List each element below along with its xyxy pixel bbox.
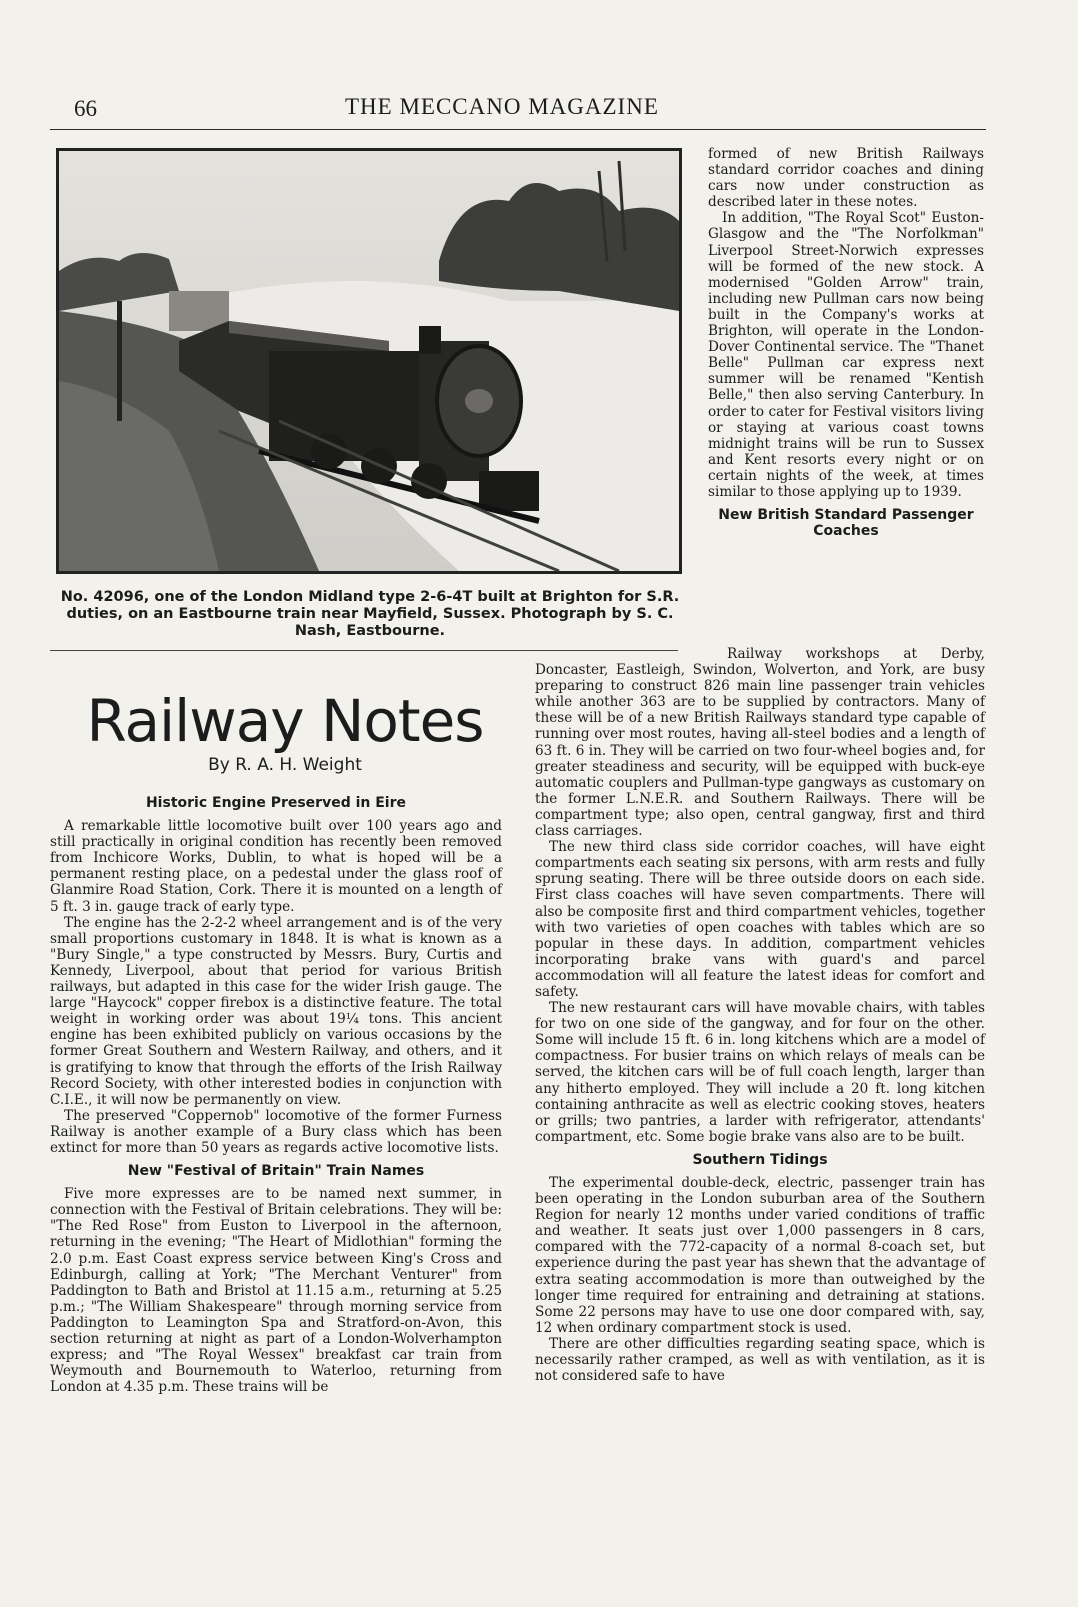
page-number: 66: [74, 96, 97, 121]
paragraph: Railway workshops at Derby, Doncaster, Eastleigh, Swindon, Wolverton, and York, are busy preparing to construct 826 main line passenger train vehicles while another 363 are to be supplied by contractors. Many of these will be of a new British Railways standard type capable of running over most routes, having all-steel bodies and a length of 63 ft. 6 in. They will be carried on two four-wheel bogies and, for greater steadiness and security, will be equipped with buck-eye automatic couplers and Pullman-type gangways as customary on the former L.N.E.R. and Southern Railways. There will be compartment type; also open, central gangway, first and third class carriages.: [535, 646, 985, 840]
left-column: [50, 788, 502, 1395]
paragraph: There are other difficulties regarding seating space, which is necessarily rather cramped, as well as with ventilation, as it is not considered safe to have: [535, 1335, 985, 1385]
right-column: [535, 646, 985, 1384]
paragraph: The preserved "Coppernob" locomotive of the former Furness Railway is another example of a Bury class which has been extinct for more than 50 years as regards active locomotive lists.: [50, 1107, 502, 1156]
photo-illustration: [59, 151, 679, 571]
heading-historic-engine: Historic Engine Preserved in Eire: [145, 795, 407, 811]
paragraph: The new restaurant cars will have movable chairs, with tables for two on one side of the gangway, and for four on the other. Some will include 15 ft. 6 in. long kitchens which are a model of compactness. For busier trains on which relays of meals can be served, the kitchen cars will be of full coach length, larger than any hitherto employed. They will include a 20 ft. long kitchen containing anthracite as well as electric cooking stoves, heaters or grills; two pantries, a larder with refrigerator, attendants' compartment, etc. Some bogie brake vans also are to be built.: [535, 1000, 985, 1145]
locomotive-photo: [56, 148, 682, 574]
paragraph: The experimental double-deck, electric, passenger train has been operating in the London suburban area of the Southern Region for nearly 12 months under varied conditions of traffic and weather. It seats just over 1,000 passengers in 8 cars, compared with the 772-capacity of a normal 8-coach set, but experience during the past year has shewn that the advantage of extra seating accommodation is more than outweighed by the longer time required for entraining and detraining at stations. Some 22 persons may have to use one door compared with, say, 12 when ordinary compartment stock is used.: [535, 1175, 985, 1336]
right-column-top: [708, 146, 984, 546]
heading-festival-names: New "Festival of Britain" Train Names: [127, 1163, 425, 1180]
heading-standard-coaches: New British Standard Passenger Coaches: [718, 507, 974, 540]
paragraph: Five more expresses are to be named next summer, in connection with the Festival of Britain celebrations. They will be: "The Red Rose" from Euston to Liverpool in the afternoon, returning in the evening; "The Heart of Midlothian" forming the 2.0 p.m. East Coast express service between King's Cross and Edinburgh, calling at York; "The Merchant Venturer" from Paddington to Bath and Bristol at 11.15 a.m., returning at 5.25 p.m.; "The William Shakespeare" through morning service from Paddington to Leamington Spa and Stratford-on-Avon, this section returning at night as part of a London-Wolverhampton express; and "The Royal Wessex" breakfast car train from Weymouth and Bournemouth to Waterloo, returning from London at 4.35 p.m. These trains will be: [50, 1186, 502, 1396]
paragraph: In addition, "The Royal Scot" Euston-Glasgow and the "The Norfolkman" Liverpool Street-Norwich expresses will be formed of the new stock. A modernised "Golden Arrow" train, including new Pullman cars now being built in the Company's works at Brighton, will operate in the London-Dover Continental service. The "Thanet Belle" Pullman car express next summer will be renamed "Kentish Belle," then also serving Canterbury. In order to cater for Festival visitors living or staying at various coast towns midnight trains will be run to Sussex and Kent resorts every night or on certain nights of the week, at times similar to those applying up to 1939.: [708, 210, 984, 500]
paragraph: The engine has the 2-2-2 wheel arrangement and is of the very small proportions customary in 1848. It is what is known as a "Bury Single," a type constructed by Messrs. Bury, Curtis and Kennedy, Liverpool, about that period for various British railways, but adapted in this case for the wider Irish gauge. The large "Haycock" copper firebox is a distinctive feature. The total weight in working order was about 19¼ tons. This ancient engine has been exhibited publicly on various occasions by the former Great Southern and Western Railway, and others, and it is gratifying to know that through the efforts of the Irish Railway Record Society, with other interested bodies in conjunction with C.I.E., it will now be permanently on view.: [50, 914, 502, 1108]
paragraph: The new third class side corridor coaches, will have eight compartments each seating six persons, with arm rests and fully sprung seating. There will be three outside doors on each side. First class coaches will have seven compartments. There will also be composite first and third compartment vehicles, together with two varieties of open coaches with tables which are so popular in these days. In addition, compartment vehicles incorporating brake vans with guard's and parcel accommodation will all feature the latest ideas for comfort and safety.: [535, 839, 985, 1000]
paragraph: A remarkable little locomotive built over 100 years ago and still practically in original condition has recently been removed from Inchicore Works, Dublin, to what is hoped will be a permanent resting place, on a pedestal under the glass roof of Glanmire Road Station, Cork. There it is mounted on a length of 5 ft. 3 in. gauge track of early type.: [50, 818, 502, 915]
header-rule: [50, 129, 986, 130]
photo-caption: No. 42096, one of the London Midland type 2-6-4T built at Brighton for S.R. duties, on an Eastbourne train near Mayfield, Sussex. Photograph by S. C. Nash, Eastbourne.: [60, 589, 680, 639]
magazine-title: THE MECCANO MAGAZINE: [345, 94, 659, 119]
article-title: Railway Notes: [86, 687, 484, 755]
article-byline: By R. A. H. Weight: [208, 755, 362, 775]
paragraph: formed of new British Railways standard corridor coaches and dining cars now under construction as described later in these notes.: [708, 146, 984, 211]
heading-southern-tidings: Southern Tidings: [692, 1151, 828, 1168]
